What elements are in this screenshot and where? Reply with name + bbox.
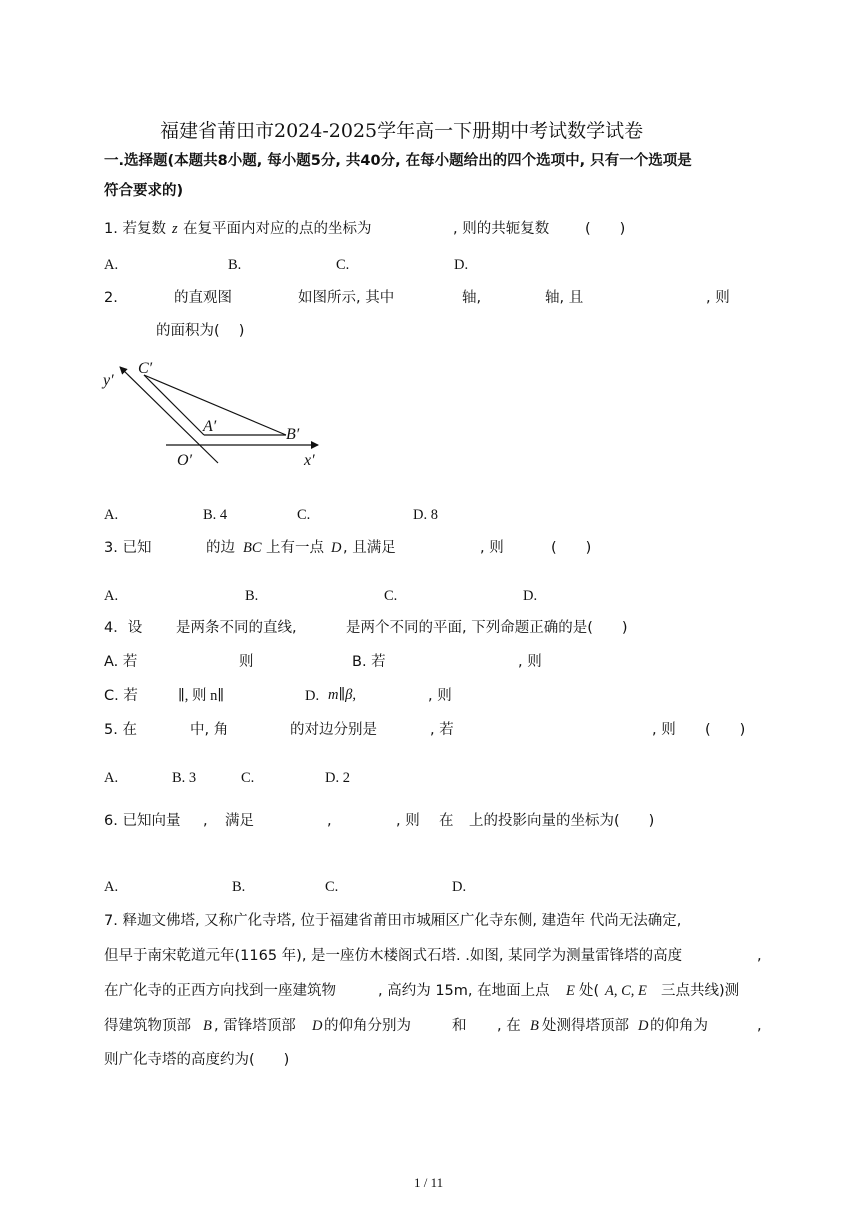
q1-option-b: B. <box>228 257 242 273</box>
q3-stem-b: 的边 <box>206 540 235 556</box>
q7-line2-comma: , <box>757 948 762 964</box>
page-title: 福建省莆田市2024-2025学年高一下册期中考试数学试卷 <box>160 120 644 142</box>
q1-option-c: C. <box>336 257 350 273</box>
oblique-projection-figure <box>100 355 330 475</box>
q1-option-a: A. <box>104 257 119 273</box>
q4-option-d-formula: m∥β, <box>328 687 357 703</box>
q5-stem-e: , 则 <box>652 722 676 738</box>
q1-stem-a: 1. 若复数 <box>104 221 166 237</box>
q6-stem-f: 在 <box>439 813 454 829</box>
q7-line4-a: 得建筑物顶部 <box>104 1018 191 1034</box>
q6-option-b: B. <box>232 879 246 895</box>
q7-var-ace: A, C, E <box>605 983 647 999</box>
section-heading-line2: 符合要求的) <box>104 183 184 199</box>
q1-var-z: z <box>172 221 178 237</box>
q3-option-c: C. <box>384 588 398 604</box>
q7-var-d1: D <box>312 1018 323 1034</box>
q3-stem-e: , 且满足 <box>343 540 396 556</box>
q7-var-e: E <box>566 983 575 999</box>
q2-stem-e: 轴, 且 <box>545 290 584 306</box>
q2-stem-a: 2. <box>104 290 118 306</box>
q7-line4-e: 的仰角分别为 <box>324 1018 411 1034</box>
q7-line4-c: , 雷锋塔顶部 <box>214 1018 296 1034</box>
q6-stem-d: , <box>327 813 332 829</box>
q6-option-d: D. <box>452 879 467 895</box>
q2-stem-g: 的面积为( ) <box>156 323 245 339</box>
q6-stem-c: 满足 <box>225 813 254 829</box>
q7-line4-k: 的仰角为 <box>650 1018 708 1034</box>
q3-stem-c: 上有一点 <box>266 540 324 556</box>
q2-stem-f: , 则 <box>706 290 730 306</box>
y-prime-axis <box>120 367 218 463</box>
q7-var-b2: B <box>530 1018 539 1034</box>
q5-stem-d: , 若 <box>430 722 454 738</box>
q7-line3-f: 三点共线)测 <box>661 983 740 999</box>
q7-line3-d: 处( <box>579 983 600 999</box>
q2-option-a: A. <box>104 507 119 523</box>
q4-option-b-then: , 则 <box>518 654 542 670</box>
q7-line4-i: 处测得塔顶部 <box>542 1018 629 1034</box>
q1-answer-paren: ( ) <box>585 221 626 237</box>
q5-stem-a: 5. 在 <box>104 722 137 738</box>
q3-option-a: A. <box>104 588 119 604</box>
label-o-prime: O′ <box>177 452 193 469</box>
segment-c-a <box>144 375 204 435</box>
q2-stem-d: 轴, <box>462 290 482 306</box>
q5-option-d: D. 2 <box>325 770 350 786</box>
q6-stem-g: 上的投影向量的坐标为( ) <box>469 813 655 829</box>
q6-option-a: A. <box>104 879 119 895</box>
q4-option-c-if: C. 若 <box>104 688 138 704</box>
label-c-prime: C′ <box>138 360 153 377</box>
q4-stem-a: 4．设 <box>104 620 143 636</box>
q7-line5: 则广化寺塔的高度约为( ) <box>104 1052 290 1068</box>
q1-stem-b: 在复平面内对应的点的坐标为 <box>183 221 372 237</box>
q3-var-d: D <box>331 540 342 556</box>
q7-line3-b: , 高约为 15m, 在地面上点 <box>378 983 550 999</box>
q3-answer-paren: ( ) <box>551 540 592 556</box>
q7-line2: 但早于南宋乾道元年(1165 年), 是一座仿木楼阁式石塔. .如图, 某同学为测量雷锋塔的高度 <box>104 948 683 964</box>
q2-stem-c: 如图所示, 其中 <box>298 290 395 306</box>
q6-option-c: C. <box>325 879 339 895</box>
q5-option-b: B. 3 <box>172 770 197 786</box>
q7-var-d2: D <box>638 1018 649 1034</box>
q5-stem-b: 中, 角 <box>190 722 229 738</box>
q4-option-a-if: A. 若 <box>104 654 138 670</box>
page-number: 1 / 11 <box>414 1175 444 1190</box>
label-b-prime: B′ <box>286 426 300 443</box>
q1-stem-c: , 则的共轭复数 <box>453 221 550 237</box>
q3-var-bc: BC <box>243 540 262 556</box>
q5-stem-c: 的对边分别是 <box>290 722 377 738</box>
q4-option-a-then: 则 <box>239 654 254 670</box>
section-heading-line1: 一.选择题(本题共8小题, 每小题5分, 共40分, 在每小题给出的四个选项中, 只有一个选项是 <box>104 153 692 169</box>
q5-option-c: C. <box>241 770 255 786</box>
label-y-prime: y′ <box>103 372 114 389</box>
q4-stem-c: 是两个不同的平面, 下列命题正确的是( ) <box>346 620 628 636</box>
q3-option-b: B. <box>245 588 259 604</box>
q7-line4-comma: , <box>757 1018 762 1034</box>
q7-line3-a: 在广化寺的正西方向找到一座建筑物 <box>104 983 336 999</box>
q4-option-b-if: B. 若 <box>352 654 386 670</box>
q5-option-a: A. <box>104 770 119 786</box>
q7-line4-g: , 在 <box>497 1018 521 1034</box>
q4-option-c-then: ∥, 则 n∥ <box>178 688 225 704</box>
q2-option-b: B. 4 <box>203 507 228 523</box>
q2-option-c: C. <box>297 507 311 523</box>
q3-option-d: D. <box>523 588 538 604</box>
label-x-prime: x′ <box>304 452 315 469</box>
q5-answer-paren: ( ) <box>705 722 746 738</box>
q7-line1: 7. 释迦文佛塔, 又称广化寺塔, 位于福建省莆田市城厢区广化寺东侧, 建造年 代尚无法确定, <box>104 913 682 929</box>
q2-option-d: D. 8 <box>413 507 438 523</box>
q3-stem-a: 3. 已知 <box>104 540 152 556</box>
q6-stem-e: , 则 <box>396 813 420 829</box>
q7-line4-f: 和 <box>452 1018 467 1034</box>
q4-option-d-label: D. <box>305 688 320 704</box>
q1-option-d: D. <box>454 257 469 273</box>
q4-stem-b: 是两条不同的直线, <box>176 620 297 636</box>
q7-var-b1: B <box>203 1018 212 1034</box>
q6-stem-b: , <box>203 813 208 829</box>
q6-stem-a: 6. 已知向量 <box>104 813 181 829</box>
q4-option-d-then: , 则 <box>428 688 452 704</box>
q2-stem-b: 的直观图 <box>174 290 232 306</box>
q3-stem-f: , 则 <box>480 540 504 556</box>
label-a-prime: A′ <box>203 418 217 435</box>
